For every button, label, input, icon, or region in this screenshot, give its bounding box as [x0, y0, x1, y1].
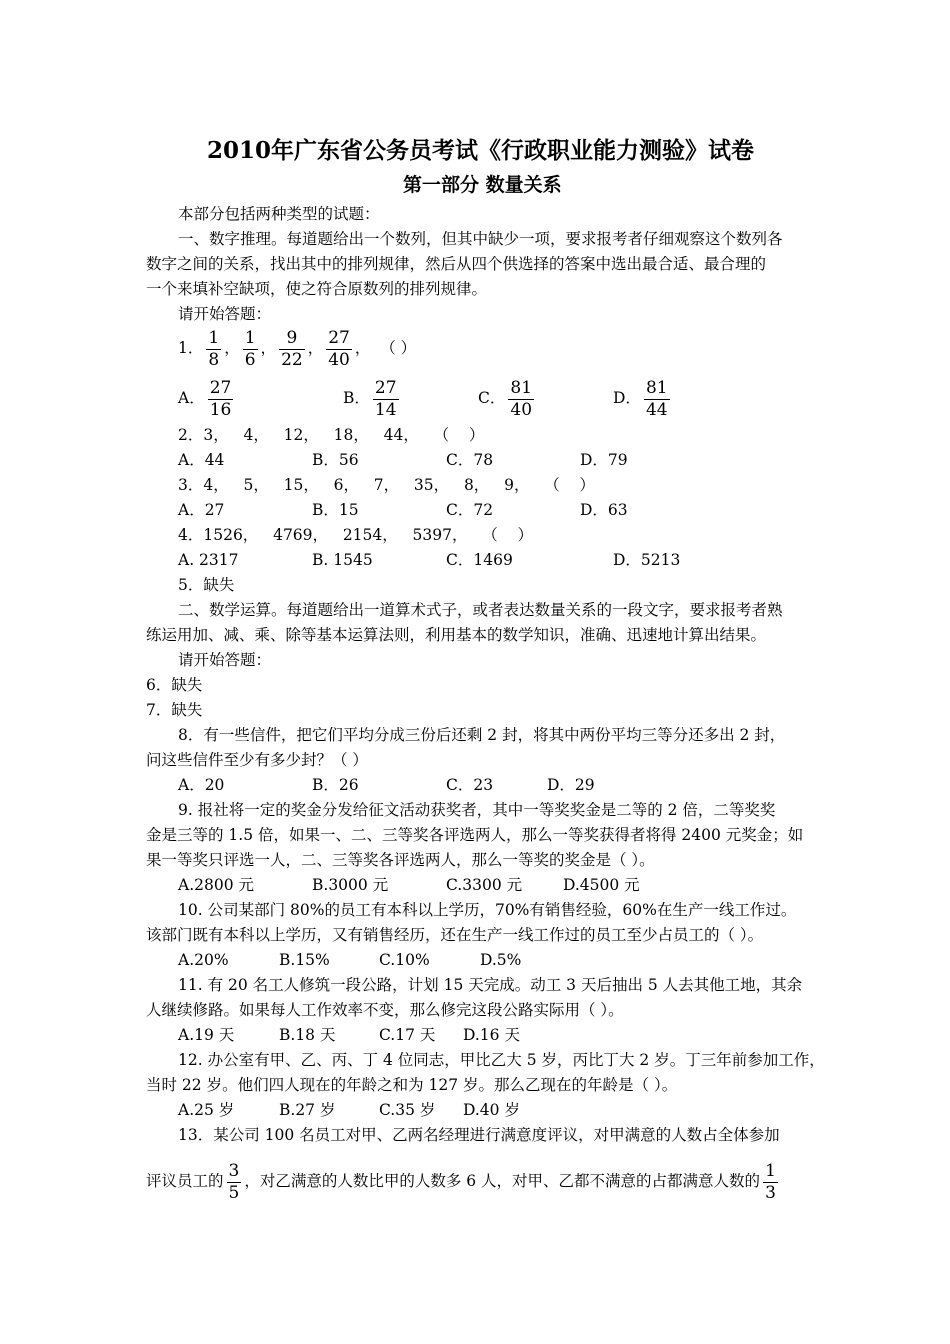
q1-option-c: C． $\frac{81}{40}$: [478, 377, 533, 420]
q4-option-c: C．1469: [446, 551, 513, 569]
q1-option-d: D． $\frac{81}{44}$: [613, 377, 668, 420]
q1-number: 1．: [178, 339, 204, 357]
q3-option-d: D．63: [580, 501, 628, 519]
intro-text: 本部分包括两种类型的试题：: [178, 205, 380, 223]
q13-line-2: 评议员工的 $\frac{3}{5}$ ，对乙满意的人数比甲的人数多 6 人，对甲、乙都不满意的占都满意人数的 $\frac{1}{3}$: [146, 1160, 776, 1203]
q8-option-c: C．23: [446, 776, 494, 794]
q4-option-b: B. 1545: [312, 551, 373, 569]
q12-option-c: C.35 岁: [379, 1101, 436, 1119]
section2-line-1: 二、数学运算。每道题给出一道算术式子，或者表达数量关系的一段文字，要求报考者熟: [178, 601, 783, 619]
q9-option-b: B.3000 元: [312, 876, 389, 894]
q11-option-c: C.17 天: [379, 1026, 436, 1044]
q7-missing: 7．缺失: [146, 701, 203, 719]
q10-option-d: D.5%: [480, 951, 522, 969]
q1-option-b: B． $\frac{27}{14}$: [343, 377, 397, 420]
q10-option-a: A.20%: [178, 951, 229, 969]
q9-line-1: 9. 报社将一定的奖金分发给征文活动获奖者，其中一等奖奖金是二等的 2 倍，二等奖奖: [178, 801, 776, 819]
q13-fraction-1: $\frac{3}{5}$: [228, 1160, 240, 1203]
q12-option-a: A.25 岁: [178, 1101, 235, 1119]
q13-line-1: 13．某公司 100 名员工对甲、乙两名经理进行满意度评议，对甲满意的人数占全体参加: [178, 1126, 780, 1144]
q9-option-a: A.2800 元: [178, 876, 254, 894]
q8-option-b: B．26: [312, 776, 359, 794]
q1-term-4: $\frac{27}{40}$: [328, 327, 350, 370]
q10-line-1: 10. 公司某部门 80%的员工有本科以上学历，70%有销售经验，60%在生产一线工作过。: [178, 901, 797, 919]
q4-option-a: A. 2317: [178, 551, 239, 569]
q3-option-c: C．72: [446, 501, 494, 519]
q9-line-2: 金是三等的 1.5 倍，如果一、二、三等奖各评选两人，那么一等奖获得者将得 2400 元奖金；如: [146, 826, 804, 844]
q6-missing: 6．缺失: [146, 676, 203, 694]
q4-option-d: D．5213: [613, 551, 681, 569]
q3-option-a: A．27: [178, 501, 225, 519]
q1-term-2: $\frac{1}{6}$: [244, 327, 256, 370]
q13-fraction-2: $\frac{1}{3}$: [765, 1160, 776, 1203]
q1-blank: （ ）: [380, 339, 417, 357]
q8-line-2: 问这些信件至少有多少封？（ ）: [146, 751, 368, 769]
q11-option-d: D.16 天: [463, 1026, 520, 1044]
q9-option-c: C.3300 元: [446, 876, 523, 894]
q2-option-a: A．44: [178, 451, 225, 469]
q1-term-1: $\frac{1}{8}$: [208, 327, 220, 370]
q3-stem: 3．4， 5， 15， 6， 7， 35， 8， 9， （ ）: [178, 476, 595, 494]
q4-stem: 4．1526， 4769， 2154， 5397， （ ）: [178, 526, 533, 544]
q10-option-b: B.15%: [279, 951, 330, 969]
q3-option-b: B．15: [312, 501, 359, 519]
q12-option-d: D.40 岁: [463, 1101, 520, 1119]
section1-line-3: 一个来填补空缺项，使之符合原数列的排列规律。: [146, 280, 488, 298]
q12-line-2: 当时 22 岁。他们四人现在的年龄之和为 127 岁。那么乙现在的年龄是（ ）。: [146, 1076, 678, 1094]
q10-line-2: 该部门既有本科以上学历，又有销售经历，还在生产一线工作过的员工至少占员工的（ ）。: [146, 926, 764, 944]
q2-option-d: D．79: [580, 451, 628, 469]
section1-start: 请开始答题：: [178, 305, 272, 323]
q12-option-b: B.27 岁: [279, 1101, 336, 1119]
q5-missing: 5．缺失: [178, 576, 235, 594]
q2-option-c: C．78: [446, 451, 494, 469]
q8-option-d: D．29: [547, 776, 595, 794]
q1-stem: 1． $\frac{1}{8}$ ， $\frac{1}{6}$ ， $\frac{9}{22}$ ， $\frac{27}{40}$ ， （ ）: [178, 327, 417, 370]
section2-line-2: 练运用加、减、乘、除等基本运算法则，利用基本的数学知识，准确、迅速地计算出结果。: [146, 626, 767, 644]
q8-option-a: A．20: [178, 776, 225, 794]
section1-line-1: 一、数字推理。每道题给出一个数列，但其中缺少一项，要求报考者仔细观察这个数列各: [178, 230, 783, 248]
q9-line-3: 果一等奖只评选一人，二、三等奖各评选两人，那么一等奖的奖金是（ ）。: [146, 851, 655, 869]
q9-option-d: D.4500 元: [563, 876, 640, 894]
q2-stem: 2．3， 4， 12， 18， 44， （ ）: [178, 426, 485, 444]
q11-line-1: 11. 有 20 名工人修筑一段公路，计划 15 天完成。动工 3 天后抽出 5 人去其他工地，其余: [178, 976, 803, 994]
section-heading: 第一部分 数量关系: [403, 174, 562, 196]
q11-line-2: 人继续修路。如果每人工作效率不变，那么修完这段公路实际用（ ）。: [146, 1001, 624, 1019]
page-title: 2010年广东省公务员考试《行政职业能力测验》试卷: [207, 137, 755, 164]
q10-option-c: C.10%: [379, 951, 430, 969]
q1-option-a: A． $\frac{27}{16}$: [178, 377, 232, 420]
section2-start: 请开始答题：: [178, 651, 272, 669]
q11-option-a: A.19 天: [178, 1026, 235, 1044]
q2-option-b: B．56: [312, 451, 359, 469]
q12-line-1: 12. 办公室有甲、乙、丙、丁 4 位同志，甲比乙大 5 岁，丙比丁大 2 岁。丁三年前参加工作，: [178, 1051, 825, 1069]
q8-line-1: 8．有一些信件，把它们平均分成三份后还剩 2 封，将其中两份平均三等分还多出 2 封，: [178, 726, 786, 744]
section1-line-2: 数字之间的关系，找出其中的排列规律，然后从四个供选择的答案中选出最合适、最合理的: [146, 255, 767, 273]
q1-term-3: $\frac{9}{22}$: [281, 327, 303, 370]
q11-option-b: B.18 天: [279, 1026, 336, 1044]
